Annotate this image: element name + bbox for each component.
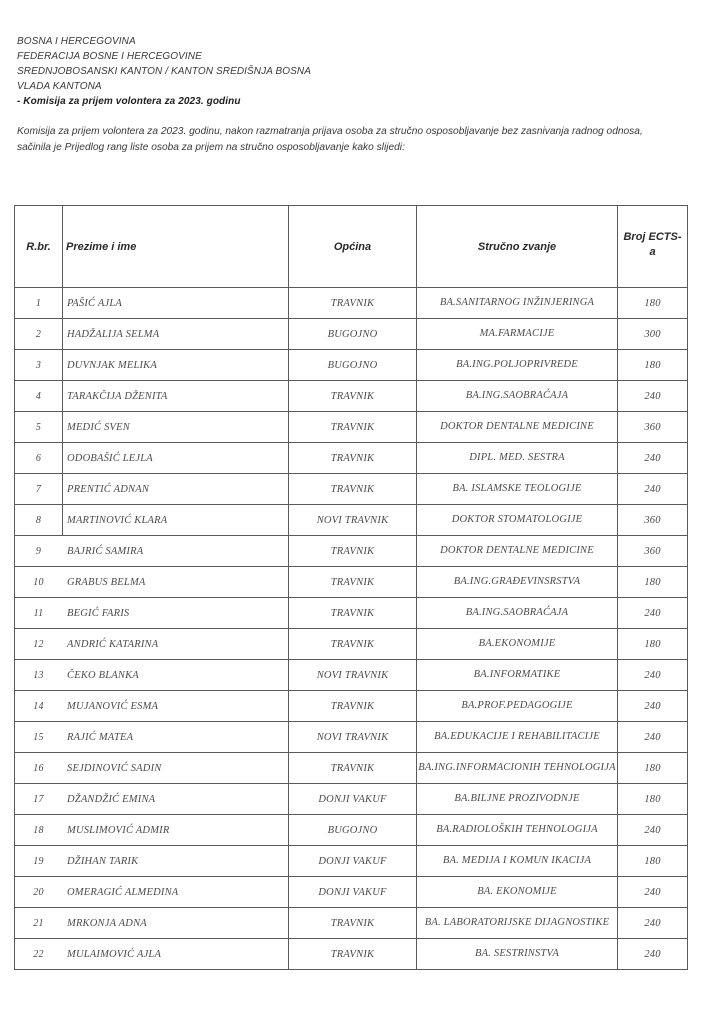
table-body	[15, 288, 688, 970]
cell-ects: 240	[618, 939, 688, 970]
cell-municipality: BUGOJNO	[289, 319, 417, 350]
letterhead-line-country: BOSNA I HERCEGOVINA	[17, 36, 136, 47]
header-rbr: R.br.	[15, 206, 63, 288]
table-row	[15, 474, 688, 505]
cell-rank-number: 6	[15, 443, 63, 474]
cell-qualification: DIPL. MED. SESTRA	[417, 443, 618, 474]
cell-full-name: PAŠIĆ AJLA	[63, 288, 289, 319]
cell-municipality: TRAVNIK	[289, 412, 417, 443]
cell-full-name: DUVNJAK MELIKA	[63, 350, 289, 381]
cell-ects: 240	[618, 660, 688, 691]
cell-full-name: ODOBAŠIĆ LEJLA	[63, 443, 289, 474]
cell-full-name: MARTINOVIĆ KLARA	[63, 505, 289, 536]
cell-ects: 240	[618, 722, 688, 753]
table-row	[15, 846, 688, 877]
cell-ects: 300	[618, 319, 688, 350]
cell-rank-number: 18	[15, 815, 63, 846]
table-header-row	[15, 206, 688, 288]
intro-line-2: sačinila je Prijedlog rang liste osoba za prijem na stručno osposobljavanje kako slijedi:	[17, 142, 405, 153]
cell-municipality: NOVI TRAVNIK	[289, 660, 417, 691]
cell-qualification: BA.ING.SAOBRAĆAJA	[417, 598, 618, 629]
table-row	[15, 691, 688, 722]
table-row	[15, 505, 688, 536]
cell-full-name: HADŽALIJA SELMA	[63, 319, 289, 350]
cell-full-name: MRKONJA ADNA	[63, 908, 289, 939]
table-row	[15, 784, 688, 815]
cell-rank-number: 7	[15, 474, 63, 505]
cell-ects: 240	[618, 877, 688, 908]
letterhead-line-federation: FEDERACIJA BOSNE I HERCEGOVINE	[17, 51, 202, 62]
cell-rank-number: 20	[15, 877, 63, 908]
cell-qualification: DOKTOR DENTALNE MEDICINE	[417, 536, 618, 567]
cell-ects: 240	[618, 598, 688, 629]
table-row	[15, 908, 688, 939]
cell-full-name: ČEKO BLANKA	[63, 660, 289, 691]
intro-line-1: Komisija za prijem volontera za 2023. godinu, nakon razmatranja prijava osoba za stručno osposobljavanje bez zasnivanja radnog odnosa,	[17, 126, 643, 137]
table-row	[15, 815, 688, 846]
cell-municipality: BUGOJNO	[289, 350, 417, 381]
cell-qualification: BA. EKONOMIJE	[417, 877, 618, 908]
cell-qualification: DOKTOR STOMATOLOGIJE	[417, 505, 618, 536]
cell-rank-number: 9	[15, 536, 63, 567]
cell-qualification: BA.ING.INFORMACIONIH TEHNOLOGIJA	[417, 753, 618, 784]
cell-qualification: BA.ING.SAOBRAĆAJA	[417, 381, 618, 412]
cell-ects: 360	[618, 505, 688, 536]
cell-full-name: MUSLIMOVIĆ ADMIR	[63, 815, 289, 846]
cell-rank-number: 14	[15, 691, 63, 722]
cell-ects: 180	[618, 350, 688, 381]
header-ects-line-1: Broj ECTS-	[623, 230, 682, 243]
cell-ects: 180	[618, 629, 688, 660]
cell-municipality: TRAVNIK	[289, 536, 417, 567]
cell-rank-number: 1	[15, 288, 63, 319]
table-row	[15, 722, 688, 753]
cell-full-name: MUJANOVIĆ ESMA	[63, 691, 289, 722]
cell-full-name: MEDIĆ SVEN	[63, 412, 289, 443]
cell-municipality: TRAVNIK	[289, 443, 417, 474]
cell-qualification: DOKTOR DENTALNE MEDICINE	[417, 412, 618, 443]
cell-rank-number: 11	[15, 598, 63, 629]
cell-qualification: BA.PROF.PEDAGOGIJE	[417, 691, 618, 722]
cell-municipality: TRAVNIK	[289, 691, 417, 722]
cell-qualification: BA.ING.GRAĐEVINSRSTVA	[417, 567, 618, 598]
cell-rank-number: 3	[15, 350, 63, 381]
table-row	[15, 629, 688, 660]
cell-full-name: BAJRIĆ SAMIRA	[63, 536, 289, 567]
cell-rank-number: 13	[15, 660, 63, 691]
cell-qualification: BA.BILJNE PROZIVODNJE	[417, 784, 618, 815]
cell-full-name: DŽANDŽIĆ EMINA	[63, 784, 289, 815]
cell-municipality: TRAVNIK	[289, 629, 417, 660]
cell-municipality: NOVI TRAVNIK	[289, 722, 417, 753]
header-name: Prezime i ime	[63, 206, 289, 288]
header-ects-line-2: a	[649, 245, 656, 258]
cell-qualification: BA. ISLAMSKE TEOLOGIJE	[417, 474, 618, 505]
cell-rank-number: 4	[15, 381, 63, 412]
cell-full-name: DŽIHAN TARIK	[63, 846, 289, 877]
cell-rank-number: 8	[15, 505, 63, 536]
header-qualification: Stručno zvanje	[417, 206, 618, 288]
cell-municipality: TRAVNIK	[289, 474, 417, 505]
cell-qualification: BA.INFORMATIKE	[417, 660, 618, 691]
cell-full-name: GRABUS BELMA	[63, 567, 289, 598]
cell-qualification: BA.EDUKACIJE I REHABILITACIJE	[417, 722, 618, 753]
cell-municipality: NOVI TRAVNIK	[289, 505, 417, 536]
cell-municipality: DONJI VAKUF	[289, 846, 417, 877]
cell-full-name: PRENTIĆ ADNAN	[63, 474, 289, 505]
letterhead-line-government: VLADA KANTONA	[17, 81, 102, 92]
cell-ects: 240	[618, 443, 688, 474]
table-row	[15, 877, 688, 908]
table-row	[15, 350, 688, 381]
table-row	[15, 567, 688, 598]
cell-municipality: TRAVNIK	[289, 567, 417, 598]
table-row	[15, 598, 688, 629]
cell-qualification: BA.RADIOLOŠKIH TEHNOLOGIJA	[417, 815, 618, 846]
cell-ects: 240	[618, 381, 688, 412]
ranking-table	[14, 205, 688, 970]
table-row	[15, 319, 688, 350]
cell-municipality: TRAVNIK	[289, 381, 417, 412]
table-row	[15, 412, 688, 443]
table-row	[15, 753, 688, 784]
cell-ects: 360	[618, 412, 688, 443]
cell-ects: 240	[618, 815, 688, 846]
cell-full-name: MULAIMOVIĆ AJLA	[63, 939, 289, 970]
cell-full-name: SEJDINOVIĆ SADIN	[63, 753, 289, 784]
intro-paragraph	[17, 124, 707, 156]
table-row	[15, 381, 688, 412]
cell-municipality: DONJI VAKUF	[289, 784, 417, 815]
cell-municipality: DONJI VAKUF	[289, 877, 417, 908]
letterhead-line-canton: SREDNJOBOSANSKI KANTON / KANTON SREDIŠNJA BOSNA	[17, 66, 312, 77]
cell-qualification: BA. MEDIJA I KOMUN IKACIJA	[417, 846, 618, 877]
cell-rank-number: 21	[15, 908, 63, 939]
cell-rank-number: 5	[15, 412, 63, 443]
header-municipality: Općina	[289, 206, 417, 288]
cell-rank-number: 19	[15, 846, 63, 877]
table-row	[15, 536, 688, 567]
cell-rank-number: 2	[15, 319, 63, 350]
cell-qualification: MA.FARMACIJE	[417, 319, 618, 350]
table-row	[15, 443, 688, 474]
header-ects	[618, 206, 688, 288]
cell-ects: 360	[618, 536, 688, 567]
cell-rank-number: 16	[15, 753, 63, 784]
cell-ects: 240	[618, 691, 688, 722]
cell-qualification: BA.EKONOMIJE	[417, 629, 618, 660]
cell-rank-number: 17	[15, 784, 63, 815]
cell-municipality: BUGOJNO	[289, 815, 417, 846]
cell-full-name: TARAKČIJA DŽENITA	[63, 381, 289, 412]
cell-qualification: BA. SESTRINSTVA	[417, 939, 618, 970]
cell-municipality: TRAVNIK	[289, 598, 417, 629]
table-row	[15, 660, 688, 691]
document-letterhead	[17, 34, 311, 109]
cell-full-name: RAJIĆ MATEA	[63, 722, 289, 753]
cell-rank-number: 10	[15, 567, 63, 598]
cell-rank-number: 22	[15, 939, 63, 970]
cell-ects: 180	[618, 784, 688, 815]
cell-ects: 240	[618, 474, 688, 505]
cell-full-name: OMERAGIĆ ALMEDINA	[63, 877, 289, 908]
cell-ects: 180	[618, 846, 688, 877]
cell-qualification: BA. LABORATORIJSKE DIJAGNOSTIKE	[417, 908, 618, 939]
cell-full-name: BEGIĆ FARIS	[63, 598, 289, 629]
cell-ects: 180	[618, 753, 688, 784]
cell-municipality: TRAVNIK	[289, 753, 417, 784]
cell-qualification: BA.ING.POLJOPRIVREDE	[417, 350, 618, 381]
cell-ects: 180	[618, 567, 688, 598]
cell-rank-number: 12	[15, 629, 63, 660]
cell-municipality: TRAVNIK	[289, 288, 417, 319]
cell-municipality: TRAVNIK	[289, 939, 417, 970]
cell-municipality: TRAVNIK	[289, 908, 417, 939]
cell-rank-number: 15	[15, 722, 63, 753]
table-row	[15, 939, 688, 970]
cell-qualification: BA.SANITARNOG INŽINJERINGA	[417, 288, 618, 319]
cell-ects: 180	[618, 288, 688, 319]
cell-full-name: ANDRIĆ KATARINA	[63, 629, 289, 660]
table-row	[15, 288, 688, 319]
committee-title: - Komisija za prijem volontera za 2023. godinu	[17, 96, 241, 107]
cell-ects: 240	[618, 908, 688, 939]
